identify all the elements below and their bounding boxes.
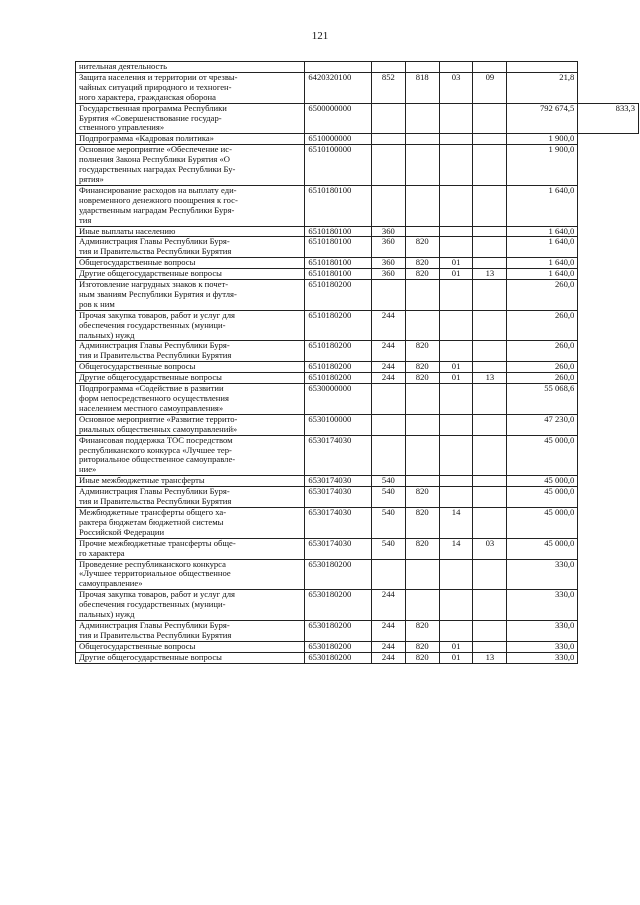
row-code: 6530180200: [305, 620, 372, 641]
row-sum: 260,0: [507, 341, 578, 362]
row-vr: 244: [371, 620, 405, 641]
row-grbs: [405, 476, 439, 487]
table-row: [76, 641, 639, 652]
row-name: Прочие межбюджетные трансферты обще- го характера: [76, 538, 305, 559]
row-grbs: 820: [405, 620, 439, 641]
row-vr: 360: [371, 226, 405, 237]
row-extra: [578, 414, 639, 435]
row-sum: 1 640,0: [507, 258, 578, 269]
row-pr: [473, 641, 507, 652]
row-extra: [578, 590, 639, 621]
row-rz: [439, 341, 473, 362]
row-name: Подпрограмма «Кадровая политика»: [76, 134, 305, 145]
table-row: [76, 414, 639, 435]
row-pr: [473, 310, 507, 341]
table-row: [76, 476, 639, 487]
row-code: 6510180200: [305, 310, 372, 341]
row-vr: [371, 134, 405, 145]
row-sum: 260,0: [507, 280, 578, 311]
row-pr: [473, 507, 507, 538]
table-row: [76, 384, 639, 415]
row-rz: 01: [439, 373, 473, 384]
row-rz: [439, 226, 473, 237]
row-name: Общегосударственные вопросы: [76, 258, 305, 269]
row-pr: 03: [473, 538, 507, 559]
row-extra: [578, 310, 639, 341]
row-code: 6510180200: [305, 280, 372, 311]
row-grbs: 820: [405, 487, 439, 508]
row-extra: [578, 373, 639, 384]
row-grbs: 820: [405, 269, 439, 280]
table-row: [76, 103, 639, 134]
table-row: [76, 237, 639, 258]
row-sum: 45 000,0: [507, 538, 578, 559]
row-grbs: [405, 145, 439, 186]
row-extra: [578, 145, 639, 186]
row-grbs: [405, 590, 439, 621]
table-row: [76, 373, 639, 384]
row-extra: [578, 507, 639, 538]
row-sum: [507, 62, 578, 73]
row-code: 6510180200: [305, 373, 372, 384]
row-vr: [371, 62, 405, 73]
row-name: Защита населения и территории от чрезвы- чайных ситуаций природного и техноген- ного характера, гражданская оборона: [76, 72, 305, 103]
row-name: Финансирование расходов на выплату еди- новременного денежного поощрения к гос- ударственным наградам Республики Буря- тия: [76, 185, 305, 226]
row-sum: 330,0: [507, 620, 578, 641]
table-row: [76, 362, 639, 373]
row-grbs: [405, 226, 439, 237]
table-row: [76, 538, 639, 559]
row-vr: 540: [371, 476, 405, 487]
row-pr: 09: [473, 72, 507, 103]
row-pr: [473, 103, 507, 134]
row-grbs: [405, 310, 439, 341]
row-sum: 1 900,0: [507, 134, 578, 145]
row-rz: 01: [439, 652, 473, 663]
row-grbs: 820: [405, 373, 439, 384]
row-pr: [473, 237, 507, 258]
table-row: [76, 62, 639, 73]
row-code: 6510180100: [305, 237, 372, 258]
row-vr: 244: [371, 373, 405, 384]
row-code: [305, 62, 372, 73]
row-grbs: 820: [405, 341, 439, 362]
row-pr: [473, 476, 507, 487]
row-rz: [439, 103, 473, 134]
row-pr: [473, 134, 507, 145]
row-rz: 01: [439, 641, 473, 652]
row-vr: 540: [371, 538, 405, 559]
row-rz: 01: [439, 258, 473, 269]
row-pr: [473, 226, 507, 237]
row-pr: [473, 258, 507, 269]
row-extra: [578, 269, 639, 280]
row-vr: 360: [371, 269, 405, 280]
row-name: Администрация Главы Республики Буря- тия и Правительства Республики Бурятия: [76, 487, 305, 508]
row-extra: [578, 134, 639, 145]
table-row: [76, 145, 639, 186]
row-pr: [473, 62, 507, 73]
row-extra: 833,3: [578, 103, 639, 134]
row-sum: 45 000,0: [507, 487, 578, 508]
row-grbs: 820: [405, 507, 439, 538]
row-vr: 360: [371, 258, 405, 269]
row-extra: [578, 652, 639, 663]
row-pr: [473, 620, 507, 641]
row-pr: [473, 559, 507, 590]
row-sum: 1 640,0: [507, 237, 578, 258]
row-code: 6510180200: [305, 341, 372, 362]
row-sum: 792 674,5: [507, 103, 578, 134]
row-grbs: [405, 435, 439, 476]
table-row: [76, 310, 639, 341]
row-grbs: [405, 280, 439, 311]
budget-table-body: [76, 62, 639, 664]
row-vr: 244: [371, 362, 405, 373]
row-rz: 03: [439, 72, 473, 103]
row-name: Проведение республиканского конкурса «Лучшее территориальное общественное самоуправление»: [76, 559, 305, 590]
row-extra: [578, 258, 639, 269]
row-sum: 330,0: [507, 652, 578, 663]
row-vr: [371, 185, 405, 226]
row-pr: [473, 414, 507, 435]
row-code: 6530180200: [305, 559, 372, 590]
row-grbs: 820: [405, 652, 439, 663]
table-row: [76, 185, 639, 226]
row-code: 6530174030: [305, 487, 372, 508]
row-code: 6510100000: [305, 145, 372, 186]
row-extra: [578, 487, 639, 508]
row-pr: 13: [473, 269, 507, 280]
row-extra: [578, 538, 639, 559]
row-name: Изготовление нагрудных знаков к почет- ным званиям Республики Бурятия и футля- ров к ним: [76, 280, 305, 311]
row-sum: 260,0: [507, 362, 578, 373]
row-rz: [439, 620, 473, 641]
row-rz: [439, 62, 473, 73]
table-row: [76, 487, 639, 508]
row-pr: [473, 341, 507, 362]
row-pr: [473, 145, 507, 186]
row-sum: 330,0: [507, 590, 578, 621]
row-vr: 244: [371, 641, 405, 652]
row-pr: [473, 384, 507, 415]
row-vr: [371, 559, 405, 590]
table-row: [76, 134, 639, 145]
row-name: Государственная программа Республики Бурятия «Совершенствование государ- ственного управления»: [76, 103, 305, 134]
row-code: 6530174030: [305, 476, 372, 487]
row-extra: [578, 341, 639, 362]
row-name: Общегосударственные вопросы: [76, 362, 305, 373]
row-grbs: 818: [405, 72, 439, 103]
row-grbs: [405, 134, 439, 145]
table-row: [76, 226, 639, 237]
row-name: Иные выплаты населению: [76, 226, 305, 237]
row-name: Основное мероприятие «Обеспечение ис- полнения Закона Республики Бурятия «О государственных наградах Республики Бу- рятия»: [76, 145, 305, 186]
table-row: [76, 269, 639, 280]
row-code: 6530180200: [305, 641, 372, 652]
row-vr: [371, 280, 405, 311]
row-extra: [578, 476, 639, 487]
row-name: Администрация Главы Республики Буря- тия и Правительства Республики Бурятия: [76, 341, 305, 362]
table-row: [76, 590, 639, 621]
row-grbs: [405, 414, 439, 435]
row-name: Межбюджетные трансферты общего ха- рактера бюджетам бюджетной системы Российской Федерации: [76, 507, 305, 538]
row-grbs: 820: [405, 641, 439, 652]
row-rz: 01: [439, 269, 473, 280]
row-code: 6530174030: [305, 507, 372, 538]
row-rz: [439, 384, 473, 415]
row-grbs: [405, 62, 439, 73]
row-rz: [439, 185, 473, 226]
row-rz: [439, 134, 473, 145]
row-grbs: [405, 559, 439, 590]
page-number: 121: [311, 30, 329, 42]
row-rz: [439, 435, 473, 476]
row-name: Финансовая поддержка ТОС посредством республиканского конкурса «Лучшее тер- риториальное общественное самоуправле- ние»: [76, 435, 305, 476]
row-sum: 1 640,0: [507, 185, 578, 226]
row-pr: 13: [473, 652, 507, 663]
row-pr: [473, 590, 507, 621]
row-grbs: [405, 185, 439, 226]
row-code: 6500000000: [305, 103, 372, 134]
row-name: Другие общегосударственные вопросы: [76, 373, 305, 384]
table-row: [76, 507, 639, 538]
row-grbs: 820: [405, 258, 439, 269]
row-code: 6420320100: [305, 72, 372, 103]
row-vr: 244: [371, 652, 405, 663]
row-extra: [578, 620, 639, 641]
row-sum: 260,0: [507, 310, 578, 341]
table-row: [76, 652, 639, 663]
row-name: Администрация Главы Республики Буря- тия и Правительства Республики Бурятия: [76, 237, 305, 258]
row-extra: [578, 641, 639, 652]
row-sum: 45 000,0: [507, 507, 578, 538]
row-code: 6510180100: [305, 269, 372, 280]
row-rz: [439, 487, 473, 508]
row-rz: [439, 590, 473, 621]
row-rz: 14: [439, 538, 473, 559]
row-rz: 14: [439, 507, 473, 538]
row-extra: [578, 62, 639, 73]
row-rz: [439, 237, 473, 258]
row-sum: 330,0: [507, 559, 578, 590]
row-sum: 1 640,0: [507, 226, 578, 237]
row-pr: [473, 185, 507, 226]
row-name: Основное мероприятие «Развитие террито- риальных общественных самоуправлений»: [76, 414, 305, 435]
table-row: [76, 258, 639, 269]
row-code: 6510180100: [305, 258, 372, 269]
row-extra: [578, 226, 639, 237]
row-extra: [578, 435, 639, 476]
row-code: 6530180200: [305, 652, 372, 663]
row-sum: 21,8: [507, 72, 578, 103]
row-grbs: [405, 384, 439, 415]
row-extra: [578, 559, 639, 590]
row-name: Администрация Главы Республики Буря- тия и Правительства Республики Бурятия: [76, 620, 305, 641]
row-vr: [371, 145, 405, 186]
table-row: [76, 280, 639, 311]
row-vr: 852: [371, 72, 405, 103]
row-sum: 45 000,0: [507, 435, 578, 476]
table-row: [76, 435, 639, 476]
row-rz: [439, 476, 473, 487]
row-rz: [439, 145, 473, 186]
table-row: [76, 72, 639, 103]
row-code: 6530000000: [305, 384, 372, 415]
row-pr: [473, 435, 507, 476]
table-row: [76, 341, 639, 362]
row-pr: [473, 362, 507, 373]
row-sum: 1 640,0: [507, 269, 578, 280]
row-name: Общегосударственные вопросы: [76, 641, 305, 652]
row-extra: [578, 237, 639, 258]
row-code: 6510180200: [305, 362, 372, 373]
row-extra: [578, 185, 639, 226]
row-name: Другие общегосударственные вопросы: [76, 652, 305, 663]
row-name: Прочая закупка товаров, работ и услуг для обеспечения государственных (муници- пальных) нужд: [76, 310, 305, 341]
row-extra: [578, 280, 639, 311]
row-rz: [439, 559, 473, 590]
row-grbs: 820: [405, 237, 439, 258]
row-vr: 244: [371, 590, 405, 621]
row-vr: [371, 414, 405, 435]
row-code: 6530174030: [305, 538, 372, 559]
row-pr: [473, 280, 507, 311]
row-code: 6510180100: [305, 185, 372, 226]
row-name: Подпрограмма «Содействие в развитии форм непосредственного осуществления населением местного самоуправления»: [76, 384, 305, 415]
budget-table: [75, 61, 639, 664]
row-code: 6530174030: [305, 435, 372, 476]
row-code: 6530180200: [305, 590, 372, 621]
row-extra: [578, 362, 639, 373]
row-extra: [578, 384, 639, 415]
row-vr: 244: [371, 341, 405, 362]
row-name: Иные межбюджетные трансферты: [76, 476, 305, 487]
row-extra: [578, 72, 639, 103]
row-rz: [439, 414, 473, 435]
row-vr: [371, 103, 405, 134]
row-sum: 330,0: [507, 641, 578, 652]
row-rz: 01: [439, 362, 473, 373]
row-code: 6510180100: [305, 226, 372, 237]
table-row: [76, 620, 639, 641]
row-grbs: [405, 103, 439, 134]
row-pr: 13: [473, 373, 507, 384]
row-rz: [439, 310, 473, 341]
row-vr: 540: [371, 507, 405, 538]
row-pr: [473, 487, 507, 508]
row-sum: 47 230,0: [507, 414, 578, 435]
row-grbs: 820: [405, 362, 439, 373]
row-sum: 260,0: [507, 373, 578, 384]
row-name: нительная деятельность: [76, 62, 305, 73]
table-row: [76, 559, 639, 590]
row-code: 6530100000: [305, 414, 372, 435]
row-code: 6510000000: [305, 134, 372, 145]
row-vr: 360: [371, 237, 405, 258]
row-sum: 1 900,0: [507, 145, 578, 186]
row-vr: [371, 384, 405, 415]
row-vr: [371, 435, 405, 476]
row-name: Другие общегосударственные вопросы: [76, 269, 305, 280]
row-vr: 540: [371, 487, 405, 508]
row-vr: 244: [371, 310, 405, 341]
row-name: Прочая закупка товаров, работ и услуг для обеспечения государственных (муници- пальных) нужд: [76, 590, 305, 621]
row-rz: [439, 280, 473, 311]
row-sum: 45 000,0: [507, 476, 578, 487]
row-grbs: 820: [405, 538, 439, 559]
row-sum: 55 068,6: [507, 384, 578, 415]
